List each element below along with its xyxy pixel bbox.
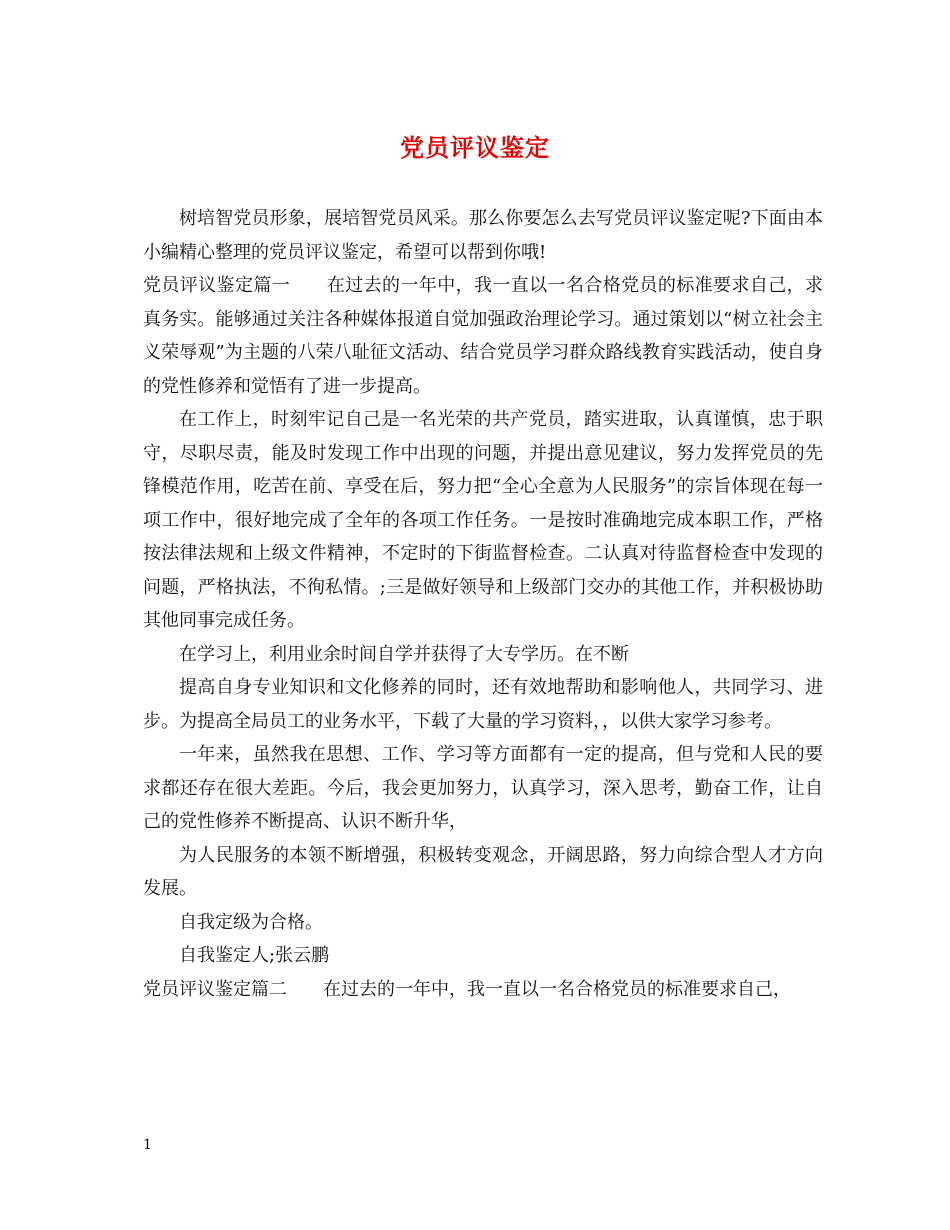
page-number: 1 [143, 1137, 152, 1153]
paragraph-service: 为人民服务的本领不断增强，积极转变观念，开阔思路，努力向综合型人才方向发展。 [143, 844, 823, 899]
paragraph-study-continued: 提高自身专业知识和文化修养的同时，还有效地帮助和影响他人，共同学习、进步。为提高全局员工的业务水平，下载了大量的学习资料，，以供大家学习参考。 [143, 677, 823, 732]
document-body [143, 202, 823, 1006]
paragraph-study: 在学习上，利用业余时间自学并获得了大专学历。在不断 [179, 643, 629, 665]
paragraph-self-grade: 自我定级为合格。 [179, 911, 323, 933]
paragraph-signature: 自我鉴定人;张云鹏 [179, 945, 330, 966]
paragraph-intro: 树培智党员形象，展培智党员风采。那么你要怎么去写党员评议鉴定呢?下面由本小编精心整理的党员评议鉴定，希望可以帮到你哦! [143, 208, 823, 263]
paragraph-work: 在工作上，时刻牢记自己是一名光荣的共产党员，踏实进取，认真谨慎，忠于职守，尽职尽责，能及时发现工作中出现的问题，并提出意见建议，努力发挥党员的先锋模范作用，吃苦在前、享受在后，努力把“全心全意为人民服务”的宗旨体现在每一项工作中，很好地完成了全年的各项工作任务。一是按时准确地完成本职工作，严格按法律法规和上级文件精神，不定时的下街监督检查。二认真对待监督检查中发现的问题，严格执法，不徇私情。;三是做好领导和上级部门交办的其他工作，并积极协助其他同事完成任务。 [143, 409, 823, 631]
paragraph-summary: 一年来，虽然我在思想、工作、学习等方面都有一定的提高，但与党和人民的要求都还存在很大差距。今后，我会更加努力，认真学习，深入思考，勤奋工作，让自己的党性修养不断提高、认识不断升华， [143, 744, 823, 832]
paragraph-section-one-start: 党员评议鉴定篇一 在过去的一年中，我一直以一名合格党员的标准要求自己，求真务实。能够通过关注各种媒体报道自觉加强政治理论学习。通过策划以“树立社会主义荣辱观”为主题的八荣八耻征文活动、结合党员学习群众路线教育实践活动，使自身的党性修养和觉悟有了进一步提高。 [143, 275, 823, 397]
paragraph-section-two-start: 党员评议鉴定篇二 在过去的一年中，我一直以一名合格党员的标准要求自己， [143, 978, 791, 1000]
document-title: 党员评议鉴定 [400, 133, 550, 162]
